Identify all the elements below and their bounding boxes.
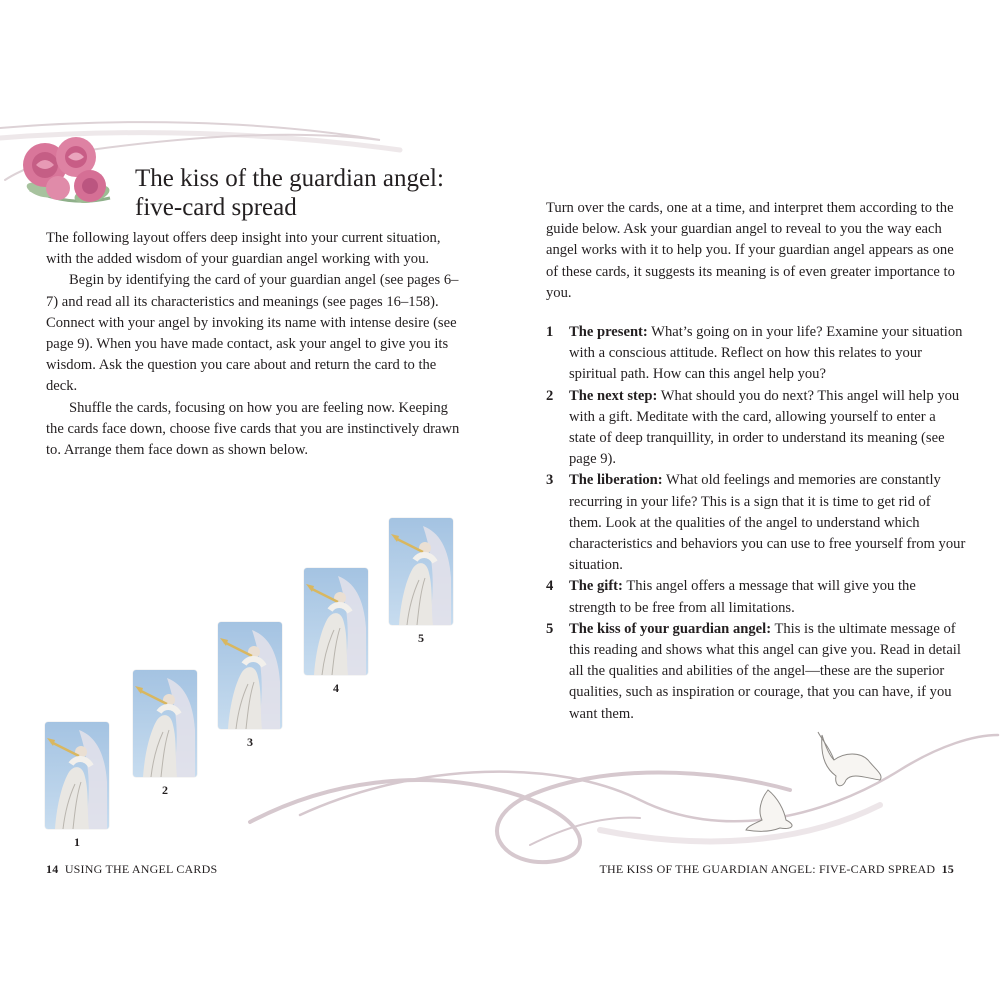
angel-card-art [304,568,368,675]
item-number: 4 [546,578,554,595]
item-heading: The kiss of your guardian angel: [569,620,772,637]
angel-card-3 [218,622,282,729]
angel-card-2 [133,670,197,777]
angel-card-art [133,670,197,777]
item-heading: The gift: [569,578,623,595]
paragraph: The following layout offers deep insight into your current situation, with the added wisdom of your guardian angel working with you. [46,230,441,268]
item-number: 2 [546,387,554,404]
list-item [546,322,966,386]
page-title [135,164,495,222]
dove-icon [746,790,792,831]
title-line-2: five-card spread [135,194,297,221]
item-text: This is the ultimate message of this reading and shows what this angel can give you. Read in detail all the qualities and abilities of the angel—these are the superior qualities, such as inspiration or courage, that you can have, if you want them. [569,620,961,722]
paragraph: Shuffle the cards, focusing on how you are feeling now. Keeping the cards face down, choose five cards that you are instinctively drawn to. Arrange them face down as shown below. [46,399,460,459]
list-item [546,470,966,576]
footer-left [46,862,217,877]
item-text: What old feelings and memories are constantly recurring in your life? This is a sign that it is time to get rid of them. Look at the qualities of the angel to understand which characteristics and behaviors you can use to free yourself from your situation. [569,472,966,574]
footer-right [599,862,954,877]
list-item [546,576,966,618]
card-position-label: 3 [247,735,253,749]
right-intro-text [546,198,966,304]
paragraph: Turn over the cards, one at a time, and interpret them according to the guide below. Ask your guardian angel to reveal to you the way each angel works with it to help you. If your guardian angel appears as one of these cards, it suggests its meaning is of even greater importance to you. [546,200,955,301]
angel-card-1 [45,722,109,829]
card-position-label: 2 [162,783,168,797]
card-position-label: 4 [333,681,339,695]
title-line-1: The kiss of the guardian angel: [135,165,444,192]
item-text: What’s going on in your life? Examine your situation with a conscious attitude. Reflect on how this relates to your spiritual path. How can this angel help you? [569,324,963,383]
running-head: THE KISS OF THE GUARDIAN ANGEL: FIVE-CARD SPREAD [599,862,936,876]
card-position-label: 1 [74,835,80,849]
list-item [546,619,966,725]
list-item [546,386,966,471]
page-number: 15 [941,862,954,876]
running-head: USING THE ANGEL CARDS [64,862,218,876]
angel-card-4 [304,568,368,675]
rose-illustration [23,137,111,206]
item-heading: The next step: [569,387,658,404]
item-text: What should you do next? This angel will help you with a gift. Meditate with the card, allowing yourself to enter a state of deep tranquillity, in order to understand its meaning (see page 9). [569,387,960,468]
angel-card-5 [389,518,453,625]
ribbon-swirl-bottom [250,735,998,862]
item-number: 3 [546,472,554,489]
dove-icon [818,732,881,786]
interpretation-list [546,322,966,725]
paragraph: Begin by identifying the card of your guardian angel (see pages 6–7) and read all its characteristics and meanings (see pages 16–158). Connect with your angel by invoking its name with intense desire (see page 9). When you have made contact, ask your angel to give you its wisdom. Ask the question you care about and return the card to the deck. [46,272,459,395]
page-number: 14 [46,862,59,876]
item-number: 1 [546,324,554,340]
angel-card-art [218,622,282,729]
item-heading: The present: [569,324,648,340]
item-heading: The liberation: [569,472,663,489]
left-body-text [46,228,466,461]
card-position-label: 5 [418,631,424,645]
angel-card-art [45,722,109,829]
angel-card-art [389,518,453,625]
item-text: This angel offers a message that will give you the strength to be free from all limitations. [569,578,916,616]
item-number: 5 [546,620,554,637]
